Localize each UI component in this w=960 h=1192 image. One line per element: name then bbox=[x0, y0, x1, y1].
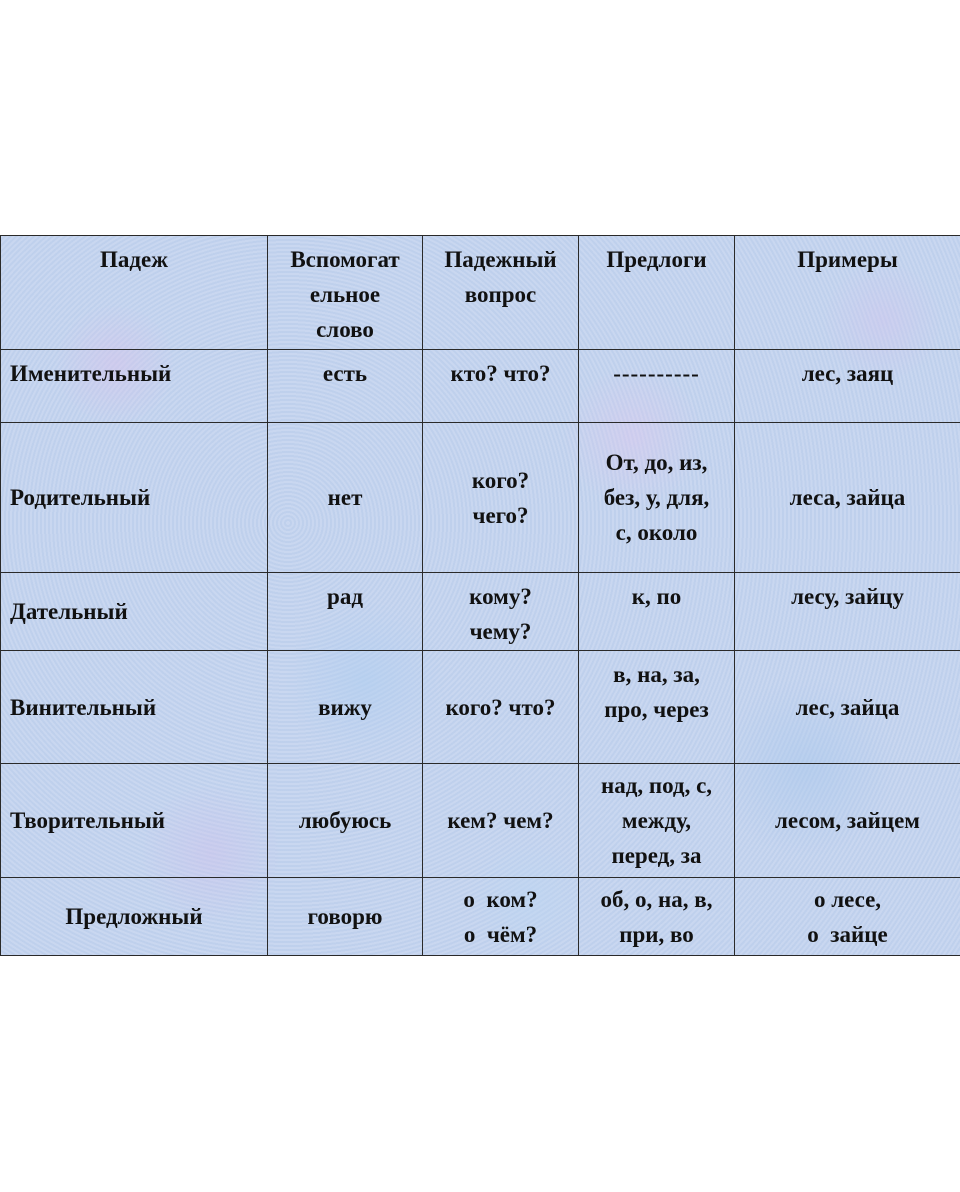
aux-word: говорю bbox=[268, 878, 423, 956]
header-line: Предлоги bbox=[606, 247, 707, 272]
examples bbox=[735, 350, 960, 423]
question-line: чего? bbox=[472, 502, 529, 528]
preposition-line: ---------- bbox=[613, 361, 700, 386]
prepositions bbox=[579, 651, 735, 764]
case-table-container bbox=[0, 235, 960, 955]
header-line: Примеры bbox=[797, 247, 898, 272]
header-case bbox=[1, 236, 268, 350]
example-line: лес, зайца bbox=[795, 694, 900, 720]
preposition-line: к, по bbox=[631, 584, 682, 609]
aux-word: любуюсь bbox=[268, 764, 423, 878]
header-line: слово bbox=[316, 317, 374, 342]
example-line: о лесе, bbox=[813, 886, 882, 912]
prepositions bbox=[579, 350, 735, 423]
preposition-line: с, около bbox=[615, 520, 698, 545]
example-line: лес, заяц bbox=[801, 361, 894, 386]
question-line: кого? что? bbox=[445, 694, 556, 720]
header-line: вопрос bbox=[464, 282, 537, 307]
case-question bbox=[423, 878, 579, 956]
case-name: Дательный bbox=[1, 573, 268, 651]
table-header-row bbox=[1, 236, 960, 350]
question-line: чему? bbox=[469, 619, 532, 644]
question-line: кем? чем? bbox=[447, 808, 554, 833]
header-line: Вспомогат bbox=[290, 247, 400, 272]
case-question bbox=[423, 423, 579, 573]
table-row bbox=[1, 573, 960, 651]
example-line: лесу, зайцу bbox=[791, 584, 904, 609]
question-line: кому? bbox=[469, 584, 532, 609]
examples bbox=[735, 764, 960, 878]
preposition-line: перед, за bbox=[611, 843, 702, 868]
aux-word: есть bbox=[268, 350, 423, 423]
examples bbox=[735, 423, 960, 573]
preposition-line: при, во bbox=[619, 921, 694, 947]
preposition-line: без, у, для, bbox=[603, 485, 710, 510]
aux-word: рад bbox=[268, 573, 423, 651]
aux-word: вижу bbox=[268, 651, 423, 764]
header-line: ельное bbox=[309, 282, 381, 307]
case-name: Родительный bbox=[1, 423, 268, 573]
case-name: Предложный bbox=[1, 878, 268, 956]
table-row bbox=[1, 423, 960, 573]
prepositions bbox=[579, 878, 735, 956]
case-question bbox=[423, 573, 579, 651]
example-line: лесом, зайцем bbox=[775, 808, 920, 833]
case-question bbox=[423, 651, 579, 764]
question-line: кого? bbox=[471, 467, 530, 493]
examples bbox=[735, 878, 960, 956]
case-question bbox=[423, 350, 579, 423]
preposition-line: над, под, с, bbox=[600, 773, 713, 798]
header-aux-word bbox=[268, 236, 423, 350]
case-name: Именительный bbox=[1, 350, 268, 423]
example-line: о зайце bbox=[807, 921, 888, 947]
case-name: Творительный bbox=[1, 764, 268, 878]
table-row bbox=[1, 878, 960, 956]
header-prepositions bbox=[579, 236, 735, 350]
header-examples bbox=[735, 236, 960, 350]
table-row bbox=[1, 764, 960, 878]
header-line: Падеж bbox=[100, 247, 168, 272]
case-table bbox=[0, 235, 960, 956]
preposition-line: про, через bbox=[604, 697, 709, 722]
preposition-line: От, до, из, bbox=[605, 450, 708, 475]
case-question bbox=[423, 764, 579, 878]
example-line: леса, зайца bbox=[789, 485, 906, 510]
aux-word: нет bbox=[268, 423, 423, 573]
header-line: Падежный bbox=[444, 247, 557, 272]
prepositions bbox=[579, 764, 735, 878]
examples bbox=[735, 573, 960, 651]
prepositions bbox=[579, 423, 735, 573]
question-line: о ком? bbox=[463, 886, 538, 912]
table-row bbox=[1, 651, 960, 764]
question-line: кто? что? bbox=[450, 361, 551, 386]
examples bbox=[735, 651, 960, 764]
preposition-line: между, bbox=[621, 808, 692, 833]
header-case-question bbox=[423, 236, 579, 350]
preposition-line: об, о, на, в, bbox=[600, 886, 713, 912]
table-row bbox=[1, 350, 960, 423]
question-line: о чём? bbox=[463, 921, 538, 947]
preposition-line: в, на, за, bbox=[613, 662, 700, 687]
case-name: Винительный bbox=[1, 651, 268, 764]
prepositions bbox=[579, 573, 735, 651]
